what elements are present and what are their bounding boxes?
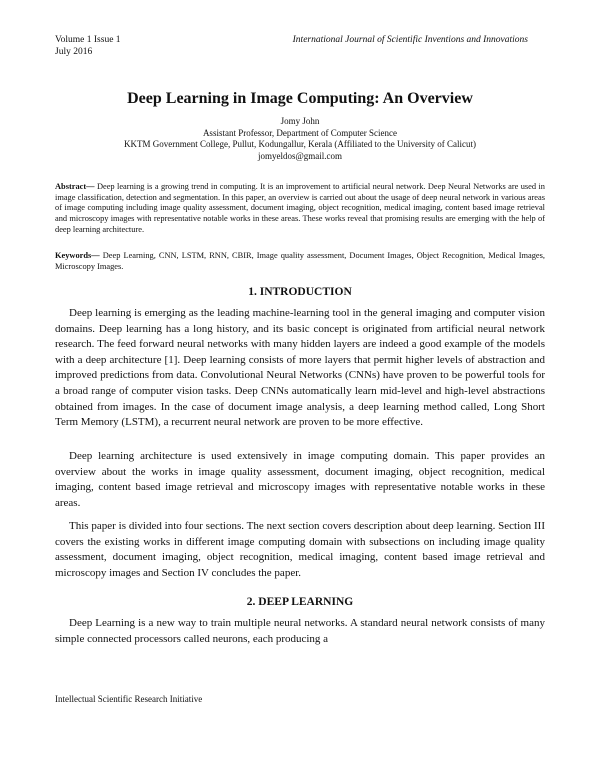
abstract-text: Deep learning is a growing trend in computing. It is an improvement to artificial neural network. Deep Neural Networks are used in image classification, detection and segmentation. In this paper, an overview is carried out about the usage of deep neural network in various areas of image computing including image quality assessment, document imaging, object recognition, medical imaging, content based image retrieval and microscopy images with representative notable works in these areas. These works reveal that promising results are emerging with the help of deep learning architecture. (55, 182, 545, 234)
issue-date: July 2016 (55, 47, 93, 57)
author-affiliation: KKTM Government College, Pullut, Kodungallur, Kerala (Affiliated to the University of Calicut) (124, 139, 476, 149)
section-heading-deep-learning: 2. DEEP LEARNING (246, 596, 354, 608)
keywords-label: Keywords— (55, 251, 100, 260)
intro-paragraph-1: Deep learning is emerging as the leading machine-learning tool in the general imaging and computer vision domains. Deep learning has a long history, and its basic concept is originated from artificial neural network research. The feed forward neural networks with many hidden layers are indeed a good example of the models with a deep architecture [1]. Deep learning consists of more layers that permit higher levels of abstraction and improved predictions from data. Convolutional Neural Networks (CNNs) have proven to be powerful tools for a broad range of computer vision tasks. Deep CNNs automatically learn mid-level and high-level abstractions obtained from images. In the case of document image analysis, a deep learning method called, Long Short Term Memory (LSTM), a recurrent neural network are proven to be more effective. (55, 307, 545, 429)
author-email: jomyeldos@gmail.com (257, 150, 343, 161)
volume-info (55, 34, 121, 58)
author-position: Assistant Professor, Department of Computer Science (202, 127, 398, 138)
author-name: Jomy John (280, 116, 320, 126)
intro-paragraph-2: Deep learning architecture is used extensively in image computing domain. This paper provides an overview about the works in image quality assessment, document imaging, object recognition, medical imaging, content based image retrieval and microscopy images with representative notable works in these areas. (55, 450, 545, 509)
abstract (55, 182, 545, 236)
author-block (0, 116, 600, 162)
deep-learning-paragraph-1: Deep Learning is a new way to train multiple neural networks. A standard neural network consists of many simple connected processors called neurons, each producing a (55, 617, 545, 645)
abstract-label: Abstract— (55, 182, 95, 191)
section-heading-introduction: 1. INTRODUCTION (248, 286, 352, 298)
journal-name: International Journal of Scientific Inventions and Innovations (292, 35, 528, 45)
volume-label: Volume 1 Issue 1 (55, 35, 121, 45)
intro-paragraph-3: This paper is divided into four sections. The next section covers description about deep learning. Section III covers the existing works in different image computing domain with subsections on including image quality assessment, document imaging, object recognition, medical imaging, content based image retrieval and microscopy images and Section IV concludes the paper. (55, 520, 545, 579)
page-footer: Intellectual Scientific Research Initiative (55, 694, 203, 704)
keywords-text: Deep Learning, CNN, LSTM, RNN, CBIR, Image quality assessment, Document Images, Object Recognition, Medical Images, Microscopy Images. (55, 251, 545, 271)
paper-title: Deep Learning in Image Computing: An Overview (127, 90, 473, 107)
keywords (55, 251, 545, 272)
